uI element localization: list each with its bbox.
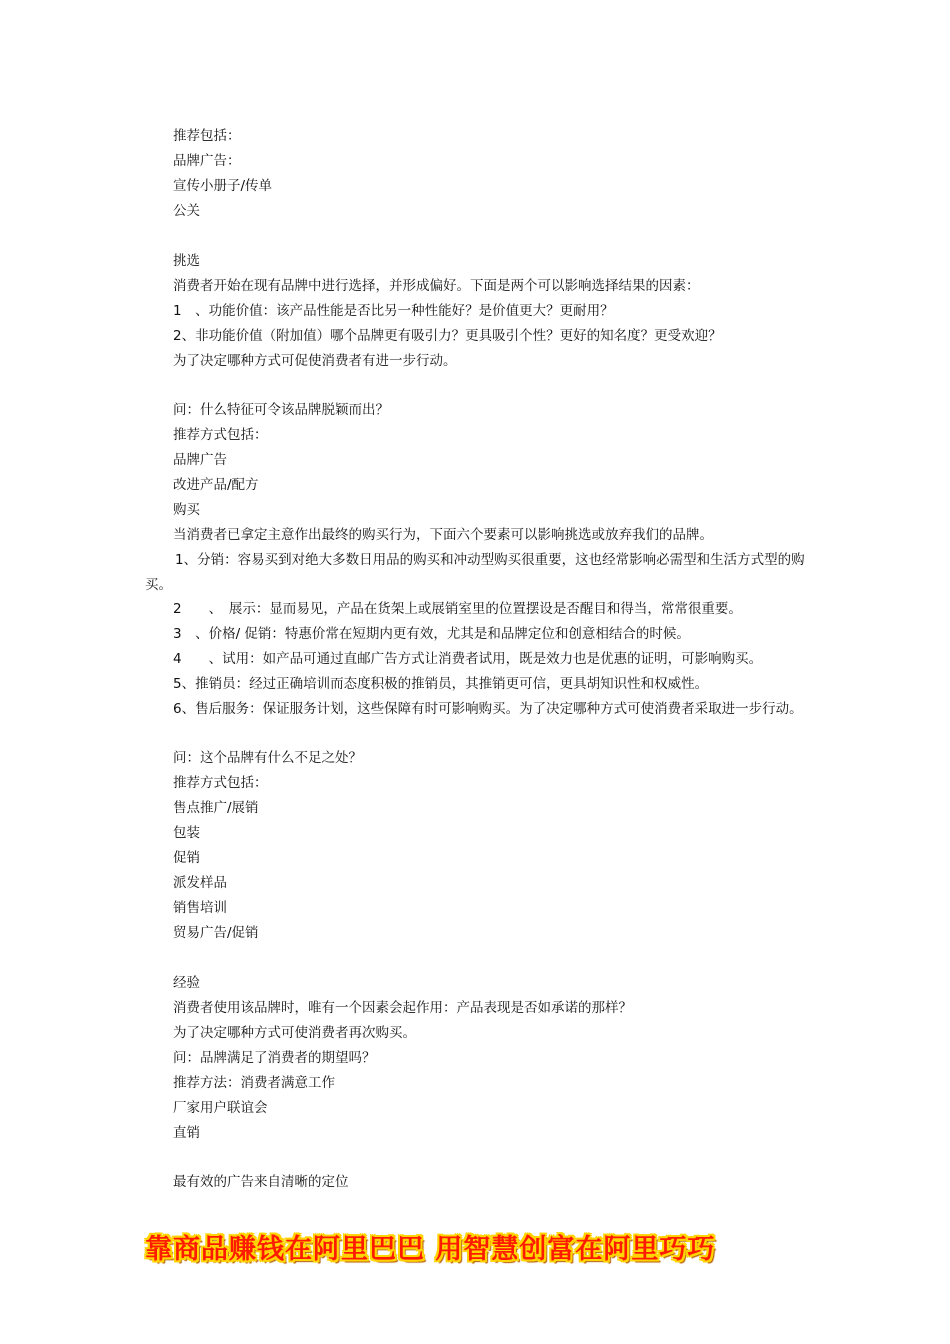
text-line: 当消费者已拿定主意作出最终的购买行为，下面六个要素可以影响挑选或放弃我们的品牌。 bbox=[173, 527, 713, 543]
text-line: 问：品牌满足了消费者的期望吗？ bbox=[173, 1050, 376, 1066]
text-line: 推荐方式包括： bbox=[173, 427, 268, 443]
text-line: 消费者使用该品牌时，唯有一个因素会起作用：产品表现是否如承诺的那样？ bbox=[173, 1000, 632, 1016]
text-line: 推荐方法：消费者满意工作 bbox=[173, 1075, 335, 1091]
text-line: 2、非功能价值（附加值）哪个品牌更有吸引力？更具吸引个性？更好的知名度？更受欢迎？ bbox=[173, 328, 722, 344]
text-line: 2 、 展示：显而易见，产品在货架上或展销室里的位置摆设是否醒目和得当，常常很重要。 bbox=[173, 601, 742, 617]
text-line: 贸易广告/促销 bbox=[173, 925, 259, 941]
text-line: 问：什么特征可令该品牌脱颖而出？ bbox=[173, 402, 389, 418]
section-heading: 购买 bbox=[173, 502, 200, 518]
text-paragraph: 1、分销：容易买到对绝大多数日用品的购买和冲动型购买很重要，这也经常影响必需型和生活方式型的购买。 bbox=[145, 552, 805, 593]
text-line: 厂家用户联谊会 bbox=[173, 1100, 268, 1116]
text-line: 包装 bbox=[173, 825, 200, 841]
text-line: 为了决定哪种方式可促使消费者有进一步行动。 bbox=[173, 353, 457, 369]
text-line: 品牌广告： bbox=[173, 153, 241, 169]
text-line: 1 、功能价值：该产品性能是否比另一种性能好？是价值更大？更耐用？ bbox=[173, 303, 614, 319]
text-line: 直销 bbox=[173, 1125, 200, 1141]
text-line: 推荐包括： bbox=[173, 128, 241, 144]
text-line: 销售培训 bbox=[173, 900, 227, 916]
section-heading: 经验 bbox=[173, 975, 200, 991]
section-heading: 挑选 bbox=[173, 253, 200, 269]
text-line: 为了决定哪种方式可使消费者再次购买。 bbox=[173, 1025, 416, 1041]
text-line: 6、售后服务：保证服务计划，这些保障有时可影响购买。为了决定哪种方式可使消费者采取进一步行动。 bbox=[173, 701, 803, 717]
text-line: 促销 bbox=[173, 850, 200, 866]
text-line: 消费者开始在现有品牌中进行选择，并形成偏好。下面是两个可以影响选择结果的因素： bbox=[173, 278, 700, 294]
text-line: 售点推广/展销 bbox=[173, 800, 259, 816]
text-line: 公关 bbox=[173, 203, 200, 219]
text-line: 最有效的广告来自清晰的定位 bbox=[173, 1174, 349, 1190]
text-line: 3 、价格/ 促销：特惠价常在短期内更有效，尤其是和品牌定位和创意相结合的时候。 bbox=[173, 626, 690, 642]
text-line: 宣传小册子/传单 bbox=[173, 178, 273, 194]
text-line: 品牌广告 bbox=[173, 452, 227, 468]
text-line: 推荐方式包括： bbox=[173, 775, 268, 791]
text-line: 派发样品 bbox=[173, 875, 227, 891]
text-line: 4 、试用：如产品可通过直邮广告方式让消费者试用，既是效力也是优惠的证明，可影响购买。 bbox=[173, 651, 763, 667]
promo-banner: 靠商品赚钱在阿里巴巴 用智慧创富在阿里巧巧 bbox=[145, 1234, 716, 1265]
text-line: 改进产品/配方 bbox=[173, 477, 259, 493]
text-line: 问：这个品牌有什么不足之处？ bbox=[173, 750, 362, 766]
text-line: 5、推销员：经过正确培训而态度积极的推销员，其推销更可信，更具胡知识性和权威性。 bbox=[173, 676, 709, 692]
